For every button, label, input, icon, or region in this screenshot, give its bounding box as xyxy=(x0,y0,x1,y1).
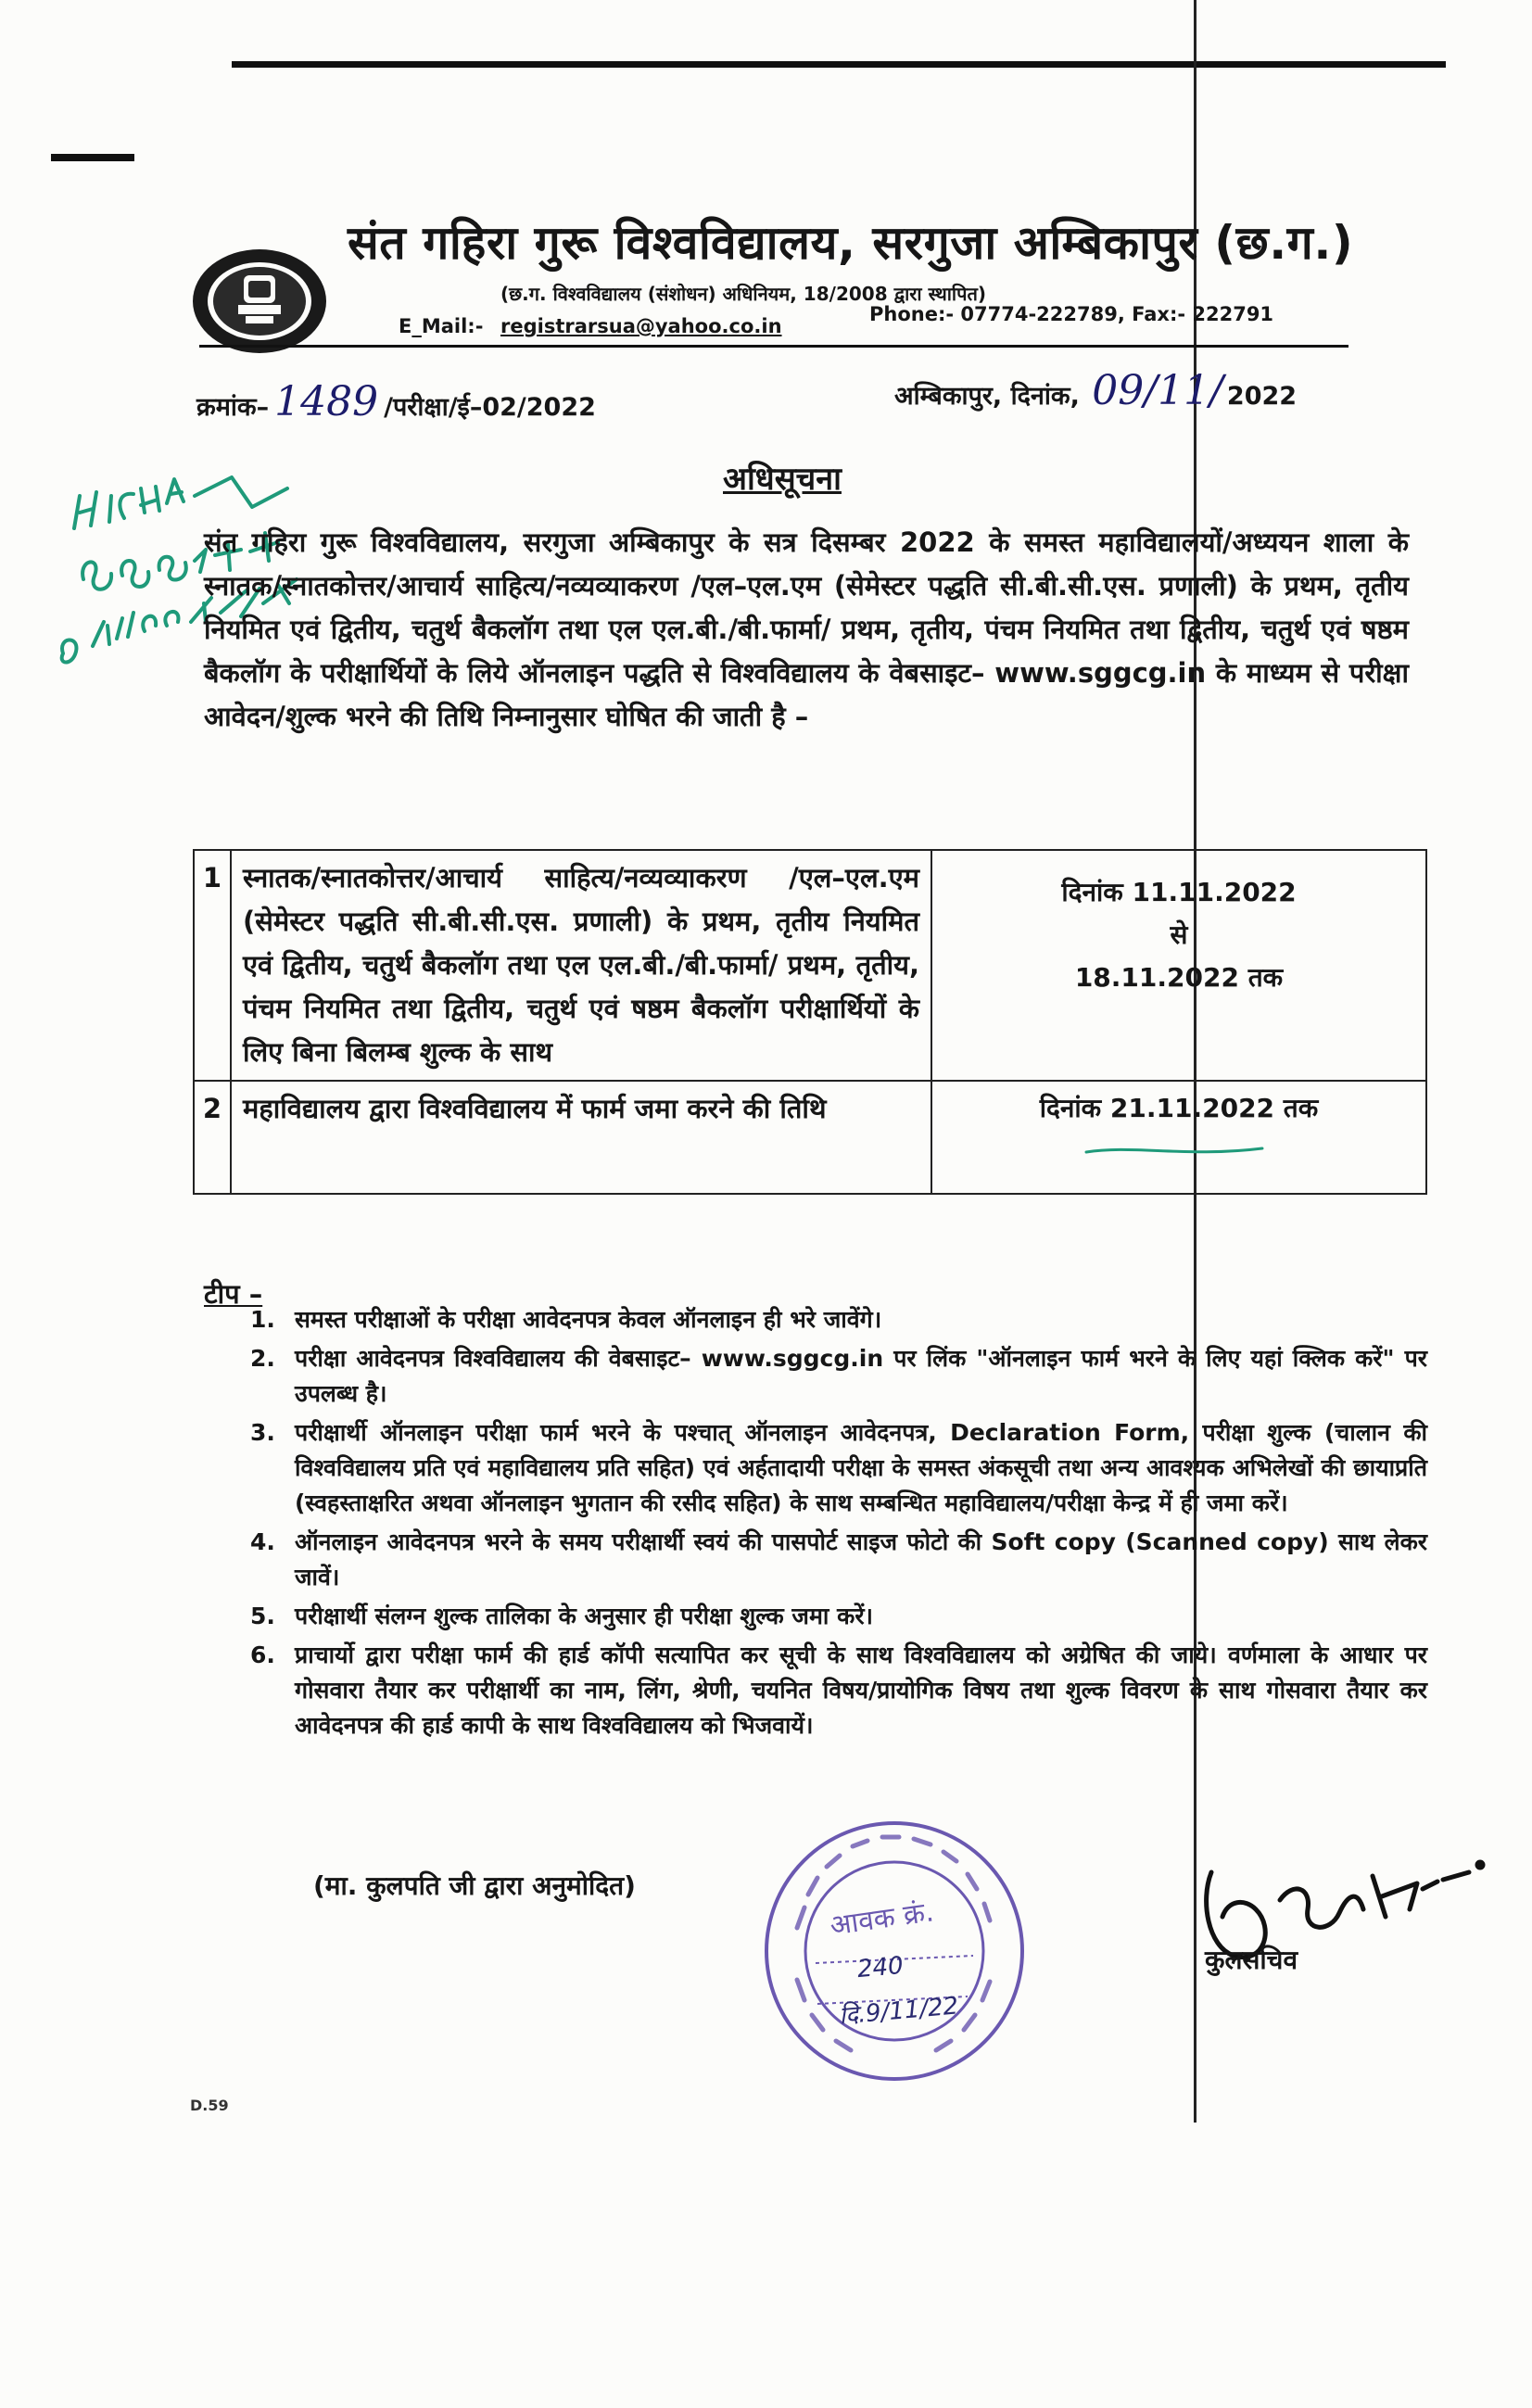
row-number: 1 xyxy=(194,850,231,1081)
notification-heading: अधिसूचना xyxy=(723,461,842,498)
note-text: ऑनलाइन आवेदनपत्र भरने के समय परीक्षार्थी स्वयं की पासपोर्ट साइज फोटो की Soft copy (Scanned copy) साथ लेकर जावें। xyxy=(295,1528,1427,1591)
reference-number xyxy=(196,378,596,425)
intro-paragraph xyxy=(204,521,1409,739)
stamp-label: आवक क्रं. xyxy=(828,1895,936,1943)
row-number: 2 xyxy=(194,1081,231,1194)
website-link[interactable]: www.sggcg.in xyxy=(994,657,1207,689)
signatory-title: कुलसचिव xyxy=(1205,1945,1298,1975)
row-date xyxy=(931,850,1426,1081)
email-link[interactable]: registrarsua@yahoo.co.in xyxy=(500,315,782,337)
issue-date xyxy=(894,367,1297,414)
row-description: स्नातक/स्नातकोत्तर/आचार्य साहित्य/नव्यव्याकरण /एल–एल.एम (सेमेस्टर पद्धति सी.बी.सी.एस. प्रणाली) के प्रथम, तृतीय नियमित एवं द्वितीय, चतुर्थ बैकलॉग तथा एल एल.बी./बी.फार्मा/ प्रथम, तृतीय, पंचम नियमित तथा द्वितीय, चतुर्थ एवं षष्ठम बैकलॉग परीक्षार्थियों के लिए बिना बिलम्ब शुल्क के साथ xyxy=(231,850,931,1081)
note-item xyxy=(250,1341,1427,1412)
schedule-table xyxy=(193,849,1427,1195)
note-number: 1. xyxy=(250,1306,275,1333)
note-number: 3. xyxy=(250,1419,275,1446)
date-connector: से xyxy=(1170,919,1188,950)
email-label: E_Mail:- xyxy=(399,315,484,337)
note-item xyxy=(250,1638,1427,1743)
establishment-act: (छ.ग. विश्वविद्यालय (संशोधन) अधिनियम, 18/2008 द्वारा स्थापित) xyxy=(500,283,986,305)
date-from: दिनांक 11.11.2022 xyxy=(1061,877,1297,907)
reference-prefix: क्रमांक– xyxy=(196,393,270,422)
approval-note: (मा. कुलपति जी द्वारा अनुमोदित) xyxy=(313,1870,636,1901)
scan-edge-line xyxy=(232,61,1446,68)
note-text: परीक्षार्थी ऑनलाइन परीक्षा फार्म भरने के पश्चात् ऑनलाइन आवेदनपत्र, Declaration Form, परीक्षा शुल्क (चालान की विश्वविद्यालय प्रति एवं महाविद्यालय प्रति सहित) एवं अर्हतादायी परीक्षा के समस्त अंकसूची तथा अन्य आवश्यक अभिलेखों की छायाप्रति (स्वहस्ताक्षरित अथवा ऑनलाइन भुगतान की रसीद सहित) के साथ सम्बन्धित महाविद्यालय/परीक्षा केन्द्र में ही जमा करें। xyxy=(295,1419,1427,1516)
stamp-date: दि.9/11/22 xyxy=(838,1992,960,2031)
notes-label: टीप – xyxy=(204,1278,263,1310)
note-text: परीक्षा आवेदनपत्र विश्वविद्यालय की वेबसाइट– www.sggcg.in पर लिंक "ऑनलाइन फार्म भरने के लिए यहां क्लिक करें" पर उपलब्ध है। xyxy=(295,1345,1427,1407)
note-item xyxy=(250,1525,1427,1595)
date-deadline: दिनांक 21.11.2022 तक xyxy=(1039,1093,1319,1123)
note-item xyxy=(250,1415,1427,1521)
date-to: 18.11.2022 तक xyxy=(1074,962,1284,993)
intro-text-end: के माध्यम से परीक्षा आवेदन/शुल्क भरने की तिथि निम्नानुसार घोषित की जाती है – xyxy=(204,657,1409,732)
notes-list xyxy=(250,1302,1427,1747)
note-number: 5. xyxy=(250,1603,275,1629)
date-year: 2022 xyxy=(1226,382,1298,411)
date-handwritten: 09/11/ xyxy=(1092,367,1223,414)
date-prefix: अम्बिकापुर, दिनांक, xyxy=(894,382,1080,411)
note-text: परीक्षार्थी संलग्न शुल्क तालिका के अनुसार ही परीक्षा शुल्क जमा करें। xyxy=(295,1603,874,1629)
row-description: महाविद्यालय द्वारा विश्वविद्यालय में फार्म जमा करने की तिथि xyxy=(231,1081,931,1194)
note-item xyxy=(250,1302,1427,1337)
row-date xyxy=(931,1081,1426,1194)
note-number: 4. xyxy=(250,1528,275,1555)
note-item xyxy=(250,1599,1427,1634)
stamp-number: 240 xyxy=(855,1951,905,1984)
note-text: समस्त परीक्षाओं के परीक्षा आवेदनपत्र केवल ऑनलाइन ही भरे जावेंगे। xyxy=(295,1306,882,1333)
scan-mark xyxy=(51,154,134,161)
university-seal-icon xyxy=(190,246,329,357)
receipt-stamp-icon xyxy=(760,1817,1029,2085)
table-row xyxy=(194,1081,1426,1194)
reference-handwritten-number: 1489 xyxy=(274,378,379,425)
university-name: संत गहिरा गुरू विश्वविद्यालय, सरगुजा अम्बिकापुर (छ.ग.) xyxy=(348,216,1354,270)
intro-text: संत गहिरा गुरू विश्वविद्यालय, सरगुजा अम्बिकापुर के सत्र दिसम्बर 2022 के समस्त महाविद्यालयों/अध्ययन शाला के स्नातक/स्नातकोत्तर/आचार्य साहित्य/नव्यव्याकरण /एल–एल.एम (सेमेस्टर पद्धति सी.बी.सी.एस. प्रणाली) के प्रथम, तृतीय नियमित एवं द्वितीय, चतुर्थ बैकलॉग तथा एल एल.बी./बी.फार्मा/ प्रथम, तृतीय, पंचम नियमित तथा द्वितीय, चतुर्थ एवं षष्ठम बैकलॉग के परीक्षार्थियों के लिये ऑनलाइन पद्धति से विश्वविद्यालय के वेबसाइट– xyxy=(204,526,1409,689)
table-row xyxy=(194,850,1426,1081)
header-divider xyxy=(199,345,1348,348)
handwritten-underline xyxy=(1077,1141,1281,1160)
phone-fax: Phone:- 07774-222789, Fax:- 222791 xyxy=(869,303,1274,325)
note-text: प्राचार्यो द्वारा परीक्षा फार्म की हार्ड कॉपी सत्यापित कर सूची के साथ विश्वविद्यालय को अग्रेषित की जाये। वर्णमाला के आधार पर गोसवारा तैयार कर परीक्षार्थी का नाम, लिंग, श्रेणी, चयनित विषय/प्रायोगिक विषय तथा शुल्क विवरण के साथ गोसवारा तैयार कर आवेदनपत्र की हार्ड कापी के साथ विश्वविद्यालय को भिजवायें। xyxy=(295,1641,1427,1739)
reference-suffix: /परीक्षा/ई–02/2022 xyxy=(384,393,596,422)
note-number: 2. xyxy=(250,1345,275,1372)
note-number: 6. xyxy=(250,1641,275,1668)
footer-code: D.59 xyxy=(190,2097,229,2114)
